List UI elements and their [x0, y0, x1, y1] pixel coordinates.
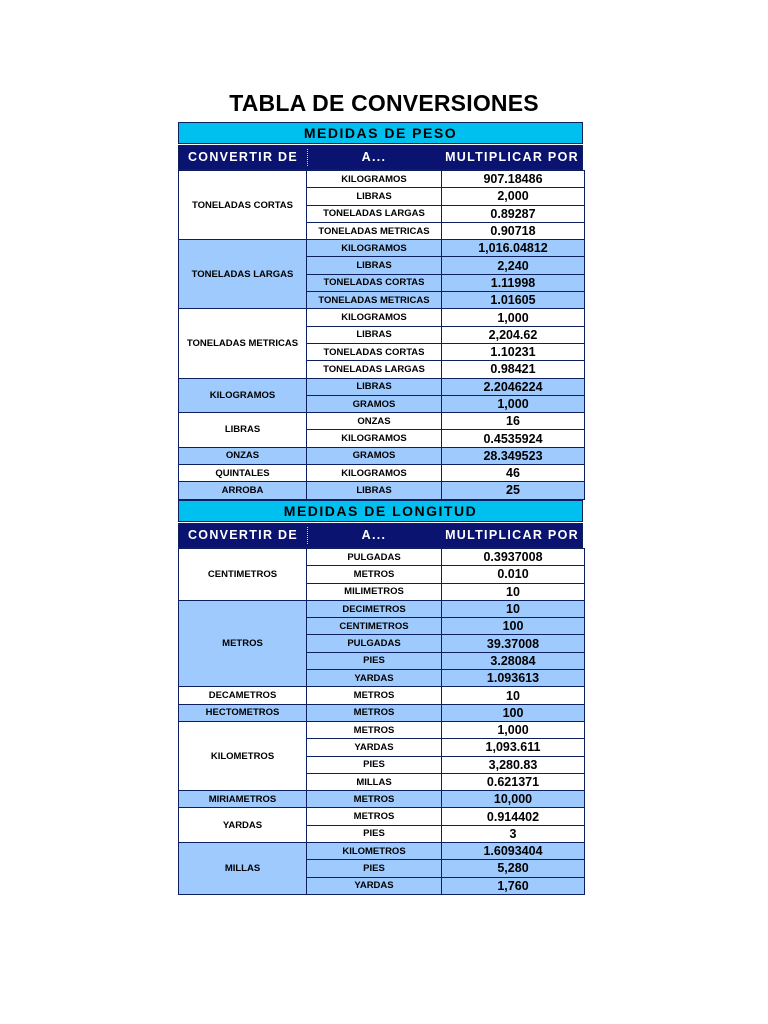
unit-to-cell: TONELADAS METRICAS: [307, 292, 442, 309]
unit-to-cell: KILOGRAMOS: [307, 465, 442, 482]
unit-to-cell: LIBRAS: [307, 326, 442, 343]
table-row: [179, 721, 585, 738]
table-row: [179, 791, 585, 808]
factor-cell: 100: [442, 618, 585, 635]
factor-cell: 0.3937008: [442, 549, 585, 566]
unit-from-cell: KILOGRAMOS: [179, 378, 307, 413]
table-row: [179, 378, 585, 395]
unit-to-cell: TONELADAS METRICAS: [307, 222, 442, 239]
unit-to-cell: TONELADAS LARGAS: [307, 361, 442, 378]
factor-cell: 1.01605: [442, 292, 585, 309]
unit-from-cell: YARDAS: [179, 808, 307, 843]
column-header-a: A...: [361, 528, 387, 542]
table-row: [179, 482, 585, 499]
unit-to-cell: PULGADAS: [307, 635, 442, 652]
column-header-convertir-de: CONVERTIR DE: [187, 528, 299, 542]
unit-from-cell: TONELADAS METRICAS: [179, 309, 307, 378]
factor-cell: 1,000: [442, 309, 585, 326]
unit-to-cell: KILOGRAMOS: [307, 430, 442, 447]
table-row: [179, 240, 585, 257]
table-row: [179, 808, 585, 825]
unit-from-cell: METROS: [179, 600, 307, 686]
factor-cell: 3,280.83: [442, 756, 585, 773]
factor-cell: 2,000: [442, 188, 585, 205]
factor-cell: 1,000: [442, 721, 585, 738]
factor-cell: 28.349523: [442, 447, 585, 464]
unit-to-cell: YARDAS: [307, 877, 442, 894]
factor-cell: 0.4535924: [442, 430, 585, 447]
unit-to-cell: KILOGRAMOS: [307, 171, 442, 188]
unit-to-cell: MILIMETROS: [307, 583, 442, 600]
unit-to-cell: TONELADAS CORTAS: [307, 343, 442, 360]
factor-cell: 2.2046224: [442, 378, 585, 395]
factor-cell: 1,016.04812: [442, 240, 585, 257]
unit-from-cell: MIRIAMETROS: [179, 791, 307, 808]
unit-from-cell: TONELADAS CORTAS: [179, 171, 307, 240]
unit-to-cell: PIES: [307, 860, 442, 877]
factor-cell: 10: [442, 600, 585, 617]
table-row: [179, 843, 585, 860]
unit-from-cell: HECTOMETROS: [179, 704, 307, 721]
unit-from-cell: ONZAS: [179, 447, 307, 464]
factor-cell: 5,280: [442, 860, 585, 877]
unit-to-cell: KILOMETROS: [307, 843, 442, 860]
unit-to-cell: GRAMOS: [307, 447, 442, 464]
unit-to-cell: METROS: [307, 704, 442, 721]
factor-cell: 0.90718: [442, 222, 585, 239]
unit-to-cell: METROS: [307, 791, 442, 808]
table-row: [179, 465, 585, 482]
table-row: [179, 704, 585, 721]
unit-to-cell: METROS: [307, 808, 442, 825]
factor-cell: 3.28084: [442, 652, 585, 669]
unit-to-cell: PIES: [307, 652, 442, 669]
factor-cell: 0.914402: [442, 808, 585, 825]
unit-to-cell: GRAMOS: [307, 395, 442, 412]
unit-to-cell: PULGADAS: [307, 549, 442, 566]
factor-cell: 46: [442, 465, 585, 482]
table-row: [179, 309, 585, 326]
unit-to-cell: METROS: [307, 721, 442, 738]
table-row: [179, 447, 585, 464]
factor-cell: 25: [442, 482, 585, 499]
factor-cell: 0.621371: [442, 773, 585, 790]
column-header-peso: [178, 145, 583, 170]
factor-cell: 907.18486: [442, 171, 585, 188]
unit-from-cell: CENTIMETROS: [179, 549, 307, 601]
unit-to-cell: METROS: [307, 687, 442, 704]
column-header-multiplicar-por: MULTIPLICAR POR: [445, 150, 579, 164]
unit-to-cell: DECIMETROS: [307, 600, 442, 617]
conversion-table-longitud: [178, 548, 585, 895]
factor-cell: 1,093.611: [442, 739, 585, 756]
page-title: TABLA DE CONVERSIONES: [229, 90, 539, 116]
unit-to-cell: MILLAS: [307, 773, 442, 790]
column-header-convertir-de: CONVERTIR DE: [187, 150, 299, 164]
unit-from-cell: QUINTALES: [179, 465, 307, 482]
factor-cell: 1,000: [442, 395, 585, 412]
unit-to-cell: PIES: [307, 825, 442, 842]
factor-cell: 10: [442, 583, 585, 600]
factor-cell: 39.37008: [442, 635, 585, 652]
column-header-multiplicar-por: MULTIPLICAR POR: [445, 528, 579, 542]
factor-cell: 0.98421: [442, 361, 585, 378]
factor-cell: 10,000: [442, 791, 585, 808]
unit-to-cell: TONELADAS CORTAS: [307, 274, 442, 291]
unit-from-cell: DECAMETROS: [179, 687, 307, 704]
factor-cell: 0.010: [442, 566, 585, 583]
unit-to-cell: YARDAS: [307, 739, 442, 756]
unit-from-cell: MILLAS: [179, 843, 307, 895]
section-heading-peso: MEDIDAS DE PESO: [178, 122, 583, 144]
unit-from-cell: KILOMETROS: [179, 721, 307, 790]
column-header-a: A...: [361, 150, 387, 164]
factor-cell: 2,204.62: [442, 326, 585, 343]
table-row: [179, 171, 585, 188]
unit-to-cell: PIES: [307, 756, 442, 773]
unit-to-cell: KILOGRAMOS: [307, 240, 442, 257]
unit-to-cell: METROS: [307, 566, 442, 583]
unit-to-cell: TONELADAS LARGAS: [307, 205, 442, 222]
table-row: [179, 549, 585, 566]
factor-cell: 1.11998: [442, 274, 585, 291]
factor-cell: 16: [442, 413, 585, 430]
factor-cell: 2,240: [442, 257, 585, 274]
unit-from-cell: TONELADAS LARGAS: [179, 240, 307, 309]
table-row: [179, 413, 585, 430]
column-header-longitud: [178, 523, 583, 548]
unit-from-cell: LIBRAS: [179, 413, 307, 448]
table-row: [179, 600, 585, 617]
factor-cell: 1.093613: [442, 670, 585, 687]
unit-to-cell: LIBRAS: [307, 378, 442, 395]
factor-cell: 0.89287: [442, 205, 585, 222]
unit-to-cell: ONZAS: [307, 413, 442, 430]
factor-cell: 1.6093404: [442, 843, 585, 860]
factor-cell: 1.10231: [442, 343, 585, 360]
factor-cell: 1,760: [442, 877, 585, 894]
factor-cell: 3: [442, 825, 585, 842]
unit-to-cell: LIBRAS: [307, 188, 442, 205]
unit-to-cell: LIBRAS: [307, 482, 442, 499]
unit-to-cell: YARDAS: [307, 670, 442, 687]
factor-cell: 100: [442, 704, 585, 721]
conversion-table-peso: [178, 170, 585, 500]
unit-from-cell: ARROBA: [179, 482, 307, 499]
factor-cell: 10: [442, 687, 585, 704]
unit-to-cell: LIBRAS: [307, 257, 442, 274]
unit-to-cell: KILOGRAMOS: [307, 309, 442, 326]
table-row: [179, 687, 585, 704]
section-heading-longitud: MEDIDAS DE LONGITUD: [178, 500, 583, 522]
unit-to-cell: CENTIMETROS: [307, 618, 442, 635]
